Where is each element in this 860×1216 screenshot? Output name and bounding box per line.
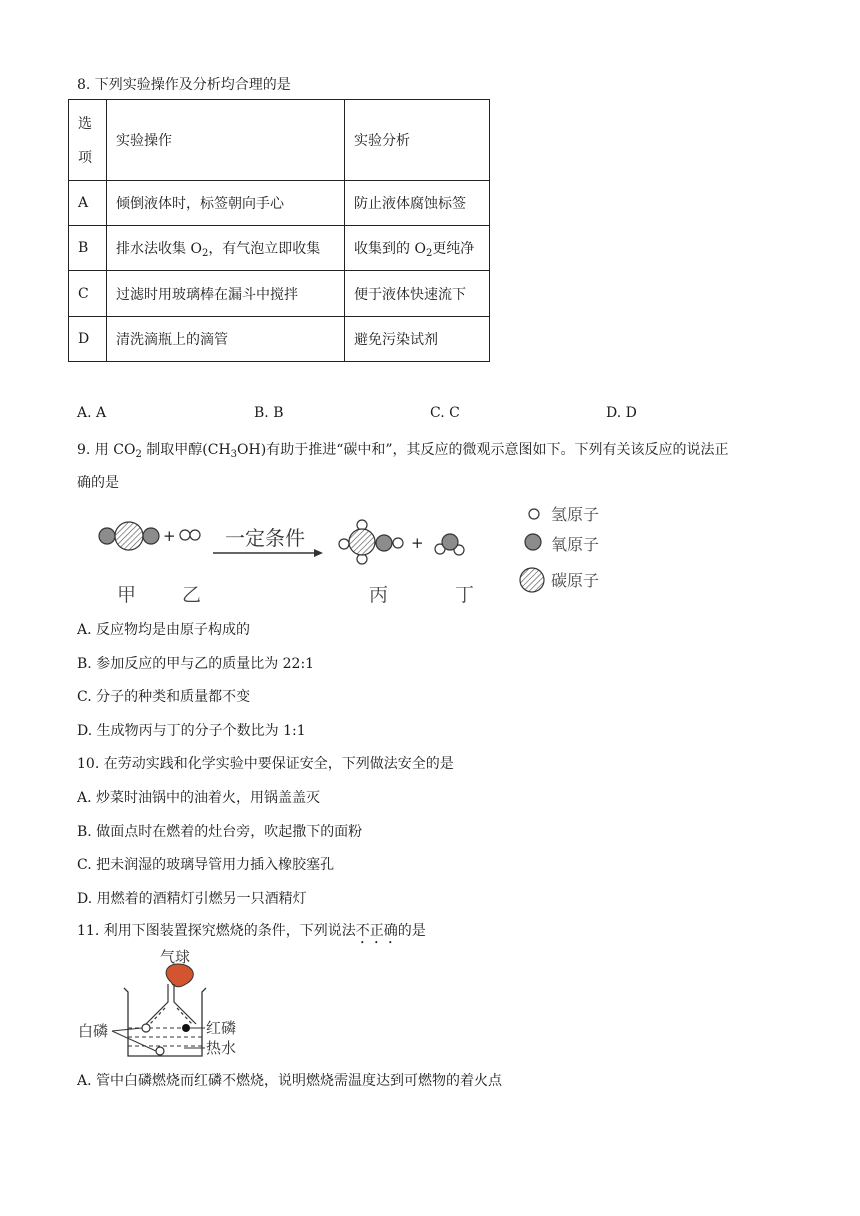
legend-oxygen-icon xyxy=(525,534,541,550)
y-tube xyxy=(146,984,196,1024)
row-option: D xyxy=(69,317,107,362)
combustion-apparatus-diagram xyxy=(74,944,264,1064)
legend-hydrogen-icon xyxy=(529,509,539,519)
table-row xyxy=(69,181,490,226)
row-analysis: 防止液体腐蚀标签 xyxy=(345,181,490,226)
white-phosphorus-in-water xyxy=(156,1047,164,1055)
q8-option-c[interactable]: C. C xyxy=(430,405,460,421)
q9-option-d[interactable]: D. 生成物丙与丁的分子个数比为 1:1 xyxy=(77,723,306,739)
row-operation: 倾倒液体时，标签朝向手心 xyxy=(107,181,345,226)
q8-option-d[interactable]: D. D xyxy=(606,405,637,421)
header-option-line2: 项 xyxy=(78,150,92,166)
q11-option-a[interactable]: A. 管中白磷燃烧而红磷不燃烧，说明燃烧需温度达到可燃物的着火点 xyxy=(77,1073,503,1089)
q9-option-a[interactable]: A. 反应物均是由原子构成的 xyxy=(77,622,251,638)
emphasized-text: 不正确 xyxy=(355,923,398,939)
label-jia: 甲 xyxy=(117,584,137,606)
legend-carbon: 碳原子 xyxy=(551,571,600,590)
row-analysis: 避免污染试剂 xyxy=(345,317,490,362)
legend-carbon-icon xyxy=(520,568,544,592)
row-analysis: 便于液体快速流下 xyxy=(345,271,490,317)
row-option: B xyxy=(69,226,107,271)
balloon-icon xyxy=(166,964,193,987)
reaction-arrow-icon xyxy=(213,549,323,557)
row-analysis: 收集到的 $O_2$更纯净 xyxy=(345,226,490,271)
reactant-h2-molecule xyxy=(180,530,200,540)
q10-option-b[interactable]: B. 做面点时在燃着的灶台旁，吹起撒下的面粉 xyxy=(77,824,363,840)
product-methanol-molecule xyxy=(339,520,403,564)
header-option xyxy=(69,100,107,181)
reaction-diagram xyxy=(90,498,630,610)
plus-sign: + xyxy=(163,527,176,545)
q11-stem: 11. 利用下图装置探究燃烧的条件，下列说法不正确的是 xyxy=(77,923,426,939)
q10-option-a[interactable]: A. 炒菜时油锅中的油着火，用锅盖盖灭 xyxy=(77,790,321,806)
label-yi: 乙 xyxy=(182,584,202,606)
label-red-phosphorus: 红磷 xyxy=(206,1019,237,1037)
q8-option-b[interactable]: B. B xyxy=(254,405,284,421)
label-ding: 丁 xyxy=(455,584,475,606)
q9-stem-line1: 9. 用 $CO_2$ 制取甲醇$(CH_3OH)$有助于推进“碳中和”，其反应的微观示意图如下。下列有关该反应的说法正 xyxy=(77,442,729,460)
plus-sign: + xyxy=(411,534,424,552)
table-row xyxy=(69,271,490,317)
row-operation: 排水法收集 $O_2$，有气泡立即收集 xyxy=(107,226,345,271)
q10-option-d[interactable]: D. 用燃着的酒精灯引燃另一只酒精灯 xyxy=(77,891,307,907)
row-operation: 清洗滴瓶上的滴管 xyxy=(107,317,345,362)
white-phosphorus-in-tube xyxy=(142,1024,150,1032)
row-operation: 过滤时用玻璃棒在漏斗中搅拌 xyxy=(107,271,345,317)
legend-oxygen: 氧原子 xyxy=(551,535,600,554)
q10-option-c[interactable]: C. 把未润湿的玻璃导管用力插入橡胶塞孔 xyxy=(77,857,335,873)
q8-option-a[interactable]: A. A xyxy=(77,405,107,421)
row-option: C xyxy=(69,271,107,317)
table-row xyxy=(69,317,490,362)
reactant-co2-molecule xyxy=(99,522,159,550)
q9-option-b[interactable]: B. 参加反应的甲与乙的质量比为 22:1 xyxy=(77,656,315,672)
q10-stem: 10. 在劳动实践和化学实验中要保证安全，下列做法安全的是 xyxy=(77,756,454,772)
header-analysis: 实验分析 xyxy=(345,100,490,181)
header-operation: 实验操作 xyxy=(107,100,345,181)
label-bing: 丙 xyxy=(369,584,389,606)
product-water-molecule xyxy=(435,534,464,555)
legend xyxy=(520,505,599,592)
reaction-condition: 一定条件 xyxy=(225,526,305,550)
table-row xyxy=(69,226,490,271)
q9-stem-line2: 确的是 xyxy=(77,475,119,491)
header-option-line1: 选 xyxy=(78,116,92,132)
label-white-phosphorus: 白磷 xyxy=(78,1022,109,1040)
q8-table xyxy=(68,99,490,362)
table-header-row xyxy=(69,100,490,181)
legend-hydrogen: 氢原子 xyxy=(551,505,600,524)
label-balloon: 气球 xyxy=(160,948,191,966)
label-hot-water: 热水 xyxy=(206,1039,237,1057)
q9-option-c[interactable]: C. 分子的种类和质量都不变 xyxy=(77,689,251,705)
row-option: A xyxy=(69,181,107,226)
red-phosphorus xyxy=(182,1024,190,1032)
q8-stem: 8. 下列实验操作及分析均合理的是 xyxy=(77,77,291,93)
